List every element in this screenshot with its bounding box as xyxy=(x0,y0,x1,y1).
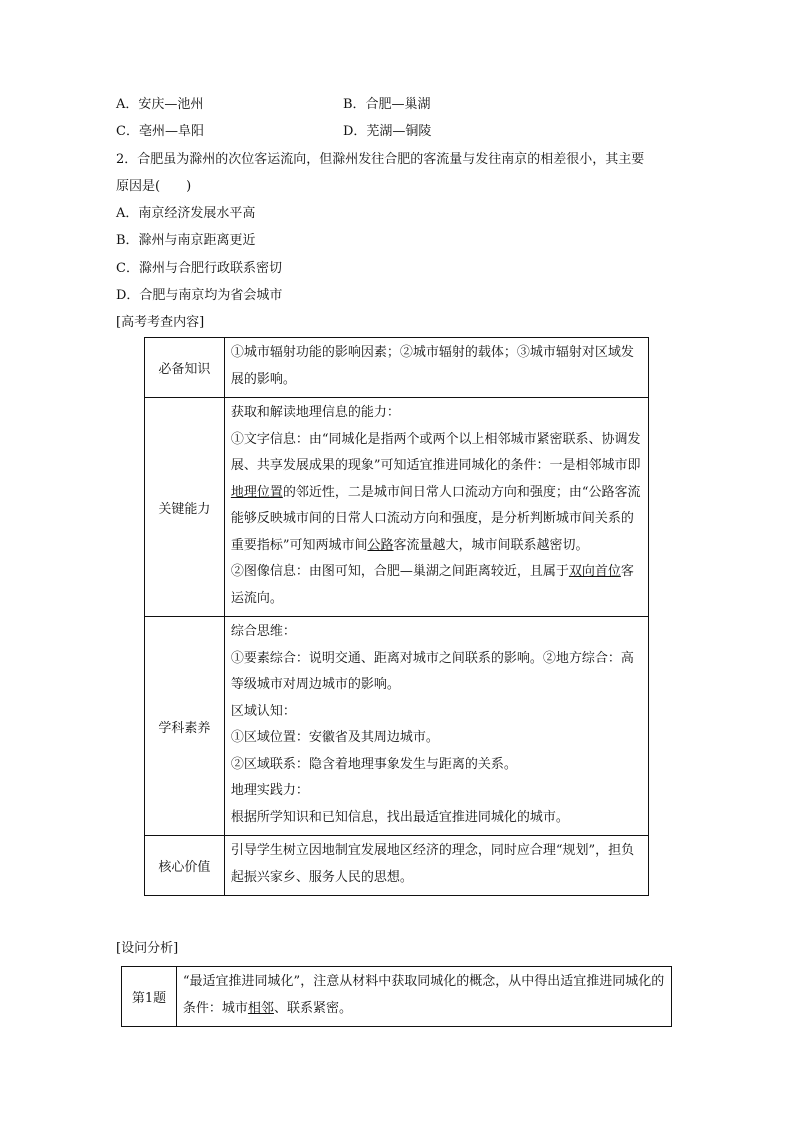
underlined-term: 公路 xyxy=(367,537,394,553)
row-label: 必备知识 xyxy=(145,338,225,398)
text-segment: 客流量越大，城市间联系越密切。 xyxy=(393,537,589,553)
text-segment: “最适宜推进同城化”，注意从材料中获取同城化的概念，从中得出适宜推进同城化的条件：城市 xyxy=(182,974,665,1016)
image-info-paragraph xyxy=(231,559,642,612)
row-label: 第1题 xyxy=(122,967,177,1027)
q2-option-a: A．南京经济发展水平高 xyxy=(116,206,256,221)
q1-option-c: C．亳州—阜阳 xyxy=(116,124,204,139)
row-content xyxy=(224,338,648,398)
row-text: ①城市辐射功能的影响因素；②城市辐射的载体；③城市辐射对区域发展的影响。 xyxy=(230,345,634,387)
text-segment: 的邻近性，二是城市间日常人口流动方向和强度；由“公路客流能够反映城市间的日常人口流动方向和强度，是分析判断城市间关系的重要指标”可知两城市间 xyxy=(230,484,641,553)
q2-stem-line1: 2．合肥虽为滁州的次位客运流向，但滁州发往合肥的客流量与发往南京的相差很小，其主要 xyxy=(116,152,645,167)
exam-content-table xyxy=(144,337,649,896)
competency-heading: 地理实践力： xyxy=(230,783,309,798)
q1-option-d: D．芜湖—铜陵 xyxy=(343,124,432,139)
underlined-term: 相邻 xyxy=(247,1000,274,1016)
underlined-term: 地理位置 xyxy=(230,484,283,500)
row-label: 关键能力 xyxy=(145,398,225,617)
competency-text: ①区域位置：安徽省及其周边城市。 xyxy=(230,730,439,745)
row-content xyxy=(224,836,648,896)
text-info-paragraph xyxy=(231,427,642,560)
table-row xyxy=(145,338,649,398)
row-text: 引导学生树立因地制宜发展地区经济的理念，同时应合理“规划”，担负起振兴家乡、服务人民的思想。 xyxy=(230,843,635,885)
section-heading-analysis: [设问分析] xyxy=(116,941,179,956)
table-row xyxy=(145,617,649,836)
competency-heading: 综合思维： xyxy=(230,624,296,639)
q2-option-b: B．滁州与南京距离更近 xyxy=(116,233,256,248)
q2-stem-line2: 原因是( ) xyxy=(116,179,192,194)
text-segment: ①文字信息：由“同城化是指两个或两个以上相邻城市紧密联系、协调发展、共享发展成果的现象”可知适宜推进同城化的条件：一是相邻城市即 xyxy=(230,431,641,473)
q2-option-d: D．合肥与南京均为省会城市 xyxy=(116,288,283,303)
q2-option-c: C．滁州与合肥行政联系密切 xyxy=(116,261,282,276)
text-segment: 客运流向。 xyxy=(230,564,634,606)
competency-text: 根据所学知识和已知信息，找出最适宜推进同城化的城市。 xyxy=(230,809,569,825)
q1-option-b: B．合肥—巢湖 xyxy=(343,97,431,112)
competency-heading: 区域认知： xyxy=(230,703,296,719)
section-heading-exam-content: [高考考查内容] xyxy=(116,315,205,330)
row-content xyxy=(176,967,671,1027)
table-row xyxy=(145,398,649,617)
row-label: 学科素养 xyxy=(145,617,225,836)
analysis-table xyxy=(121,966,672,1027)
table-row xyxy=(145,836,649,896)
row-label: 核心价值 xyxy=(145,836,225,896)
row-content xyxy=(224,617,648,836)
table-row xyxy=(122,967,672,1027)
q1-option-a: A．安庆—池州 xyxy=(116,97,204,112)
underlined-term: 双向首位 xyxy=(568,564,621,579)
text-segment: 、联系紧密。 xyxy=(273,1000,352,1016)
row-content xyxy=(224,398,648,617)
competency-text: ②区域联系：隐含着地理事象发生与距离的关系。 xyxy=(230,756,517,772)
text-segment: ②图像信息：由图可知，合肥—巢湖之间距离较近，且属于 xyxy=(230,564,569,579)
ability-heading: 获取和解读地理信息的能力： xyxy=(230,405,400,420)
competency-text: ①要素综合：说明交通、距离对城市之间联系的影响。②地方综合：高等级城市对周边城市的影响。 xyxy=(230,650,634,692)
